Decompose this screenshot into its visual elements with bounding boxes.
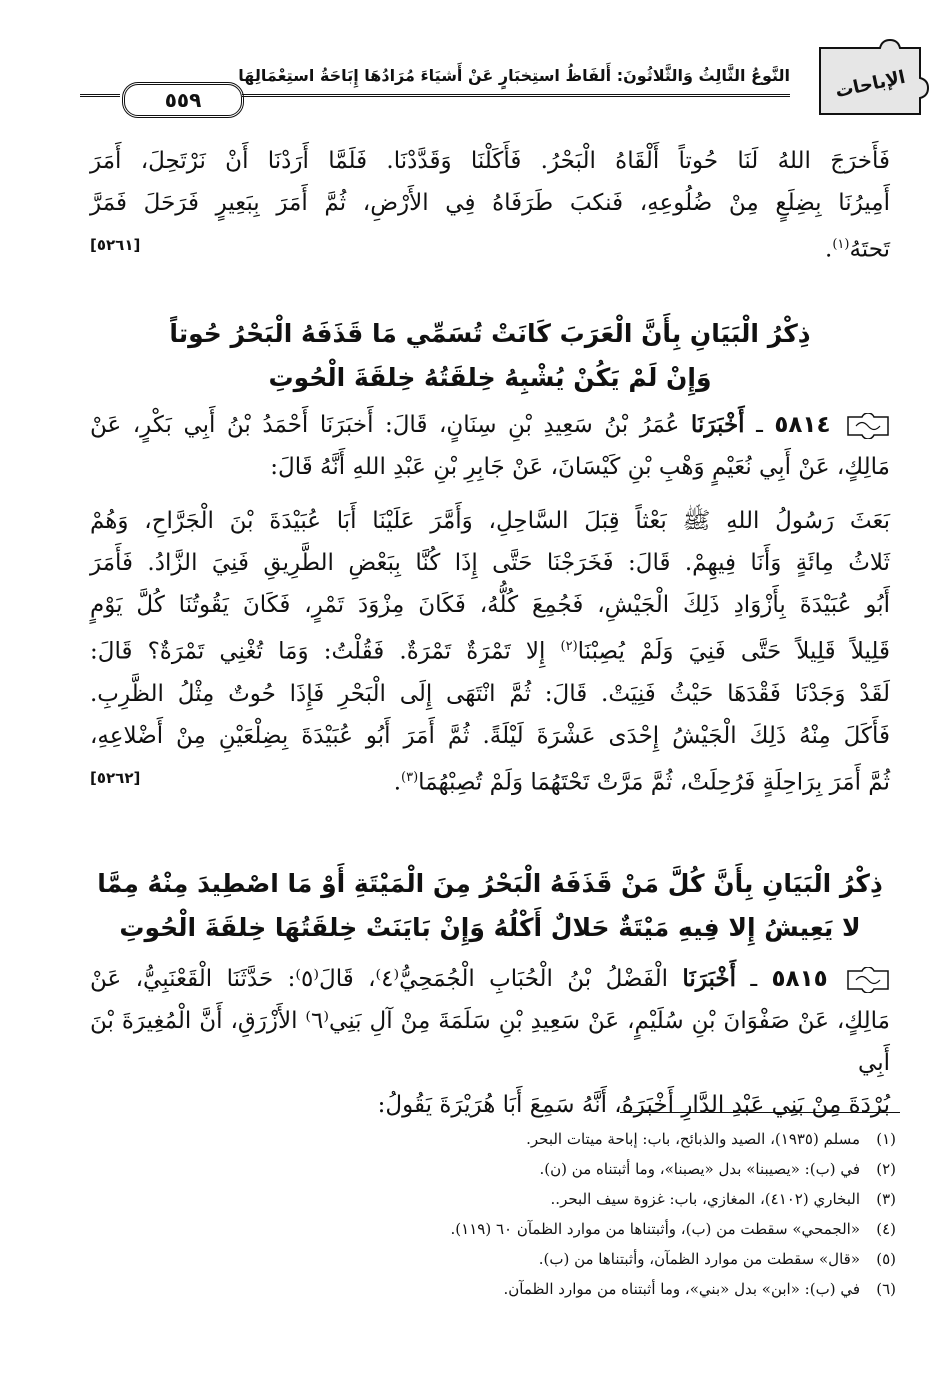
text-segment: عُمَرُ بْنُ سَعِيدِ بْنِ سِنَانٍ، قَالَ: أَخبَرَنَا أَحْمَدُ بْنُ أَبِي بَكْرٍ، عَنْ <box>90 412 680 438</box>
page-number: ٥٥٩ <box>122 82 244 118</box>
text-line: لَقَدْ وَجَدْنَا فَقْدَهَا حَيْثُ فَنِيَتْ. قَالَ: ثُمَّ انْتَهَى إِلَى الْبَحْرِ فَإِذَا حُوتٌ مِثْلُ الظَّرِبِ. <box>90 680 890 707</box>
footnote-number: (٥) <box>876 1250 896 1268</box>
text-line: تَحتَهُ$^{(١)}$. [٥٢٦١] <box>90 224 890 271</box>
puzzle-piece-icon <box>846 967 890 993</box>
chapter-badge-label: الإباحات <box>833 66 908 103</box>
heading-line: وَإِنْ لَمْ يَكُنْ يُشْبِهُ خِلقَتُهُ خِلقَةَ الْحُوتِ <box>268 363 712 392</box>
hadith-opening-word: أَخْبَرَنَا <box>690 411 745 438</box>
hadith-number: ٥٨١٤ <box>774 412 831 438</box>
text-line <box>90 626 890 673</box>
text-line: فَأَخرَجَ اللهُ لَنَا حُوتاً أَلْقَاهُ الْبَحْرُ. فَأَكَلْنَا وَقَدَّدْنَا. فَلَمَّا أَرَدْنَا أَنْ نَرْتَحِلَ، أَمَرَ <box>90 148 890 174</box>
text-line: أَبُو عُبَيْدَةَ بِأَزْوَادِ ذَلِكَ الْجَيْشِ، فَجُمِعَ كُلُّهُ، فَكَانَ مِزْوَدَ تَمْرٍ، فَكَانَ يَقُوتُنَا كُلَّ يَوْمٍ <box>90 592 890 618</box>
section-heading <box>90 312 890 400</box>
footnote-marker: (٣) <box>401 769 419 785</box>
footnote-text: في (ب): «يصيبنا» بدل «يصبنا»، وما أثبتناه من (ن). <box>539 1160 860 1178</box>
footnote-marker: (١) <box>832 237 850 252</box>
text-line: ثُمَّ أَمَرَ بِرَاحِلَةٍ فَرُحِلَتْ، ثُمَّ مَرَّتْ تَحْتَهُمَا وَلَمْ تُصِبْهُمَا$^{(٣)}$. [٥٢٦٢] <box>90 757 890 804</box>
puzzle-piece-icon <box>846 413 890 439</box>
hadith-reference: [٥٢٦٢] <box>90 768 141 787</box>
hadith-5815-isnad <box>90 958 890 1126</box>
hadith-number: ٥٨١٥ <box>771 966 828 992</box>
hadith-5814-matn <box>90 500 890 803</box>
section-heading <box>90 862 890 950</box>
puzzle-badge-icon <box>810 38 930 120</box>
footnote-text: مسلم (١٩٣٥)، الصيد والذبائح، باب: إباحة ميتات البحر. <box>526 1130 860 1148</box>
text-segment: ثُمَّ أَمَرَ بِرَاحِلَةٍ فَرُحِلَتْ، ثُمَّ مَرَّتْ تَحْتَهُمَا وَلَمْ تُصِبْهُمَا <box>418 769 890 796</box>
footnote-text: البخاري (٤١٠٢)، المغازي، باب: غزوة سيف البحر.. <box>550 1190 860 1208</box>
text-line: بَعَثَ رَسُولُ اللهِ ﷺ بَعْثاً قِبَلَ السَّاحِلِ، وَأَمَّرَ عَلَيْنَا أَبَا عُبَيْدَةَ بْنَ الْجَرَّاحِ، وَهُمْ <box>90 508 890 534</box>
footnote-text: «الجمحي» سقطت من (ب)، وأثبتناها من موارد الظمآن ٦٠ (١١٩). <box>450 1220 860 1238</box>
footnote-number: (٢) <box>876 1160 896 1178</box>
footnote-number: (١) <box>876 1130 896 1148</box>
text-line: أَمِيرُنَا بِضِلَعٍ مِنْ ضُلُوعِهِ، فَنكبَ طَرَفَاهُ فِي الأَرْضِ، ثُمَّ أَمَرَ بِبَعِيرٍ فَرَحَلَ فَمَرَّ <box>90 190 890 216</box>
footnote-separator <box>620 1112 900 1113</box>
footnote-number: (٣) <box>876 1190 896 1208</box>
heading-line: ذِكْرُ الْبَيَانِ بِأَنَّ الْعَرَبَ كَانَتْ تُسَمِّي مَا قَذَفَهُ الْبَحْرُ حُوتاً <box>169 319 811 348</box>
text-line: ٥٨١٤ ـ أَخْبَرَنَا عُمَرُ بْنُ سَعِيدِ بْنِ سِنَانٍ، قَالَ: أَخبَرَنَا أَحْمَدُ بْنُ أَبِي بَكْرٍ، عَنْ <box>90 404 890 446</box>
footnote-text: في (ب): «ابن» بدل «بني»، وما أثبتناه من موارد الظمآن. <box>503 1280 860 1298</box>
text-line: فَأَكَلَ مِنْهُ ذَلِكَ الْجَيْشُ إِحْدَى عَشْرَةَ لَيْلَةً. ثُمَّ أَمَرَ أَبُو عُبَيْدَةَ بِضِلْعَيْنِ مِنْ أَضْلاعِهِ، <box>90 722 890 749</box>
footnote <box>90 1244 896 1274</box>
text-segment: قَلِيلاً قَلِيلاً حَتَّى فَنِيَ وَلَمْ يُصِبْنَا <box>577 638 890 665</box>
footnote <box>90 1214 896 1244</box>
text-line: بُرْدَةَ مِنْ بَنِي عَبْدِ الدَّارِ أَخْبَرَهُ، أَنَّهُ سَمِعَ أَبَا هُرَيْرَةَ يَقُولُ: <box>377 1092 890 1118</box>
footnotes <box>90 1124 896 1304</box>
footnote-number: (٦) <box>876 1280 896 1298</box>
hadith-reference: [٥٢٦١] <box>90 236 141 254</box>
text-segment: إِلا تَمْرَةٌ تَمْرَةٌ. فَقُلْتُ: وَمَا تُغْنِي تَمْرَةٌ؟ قَالَ: <box>90 638 546 665</box>
header-rule-left <box>80 94 120 97</box>
text-line: ثَلاثُ مِائَةٍ وَأَنَا فِيهِمْ. قَالَ: فَخَرَجْنَا حَتَّى إِذَا كُنَّا بِبَعْضِ الطَّرِيقِ فَنِيَ الزَّادُ. فَأَمَرَ <box>90 550 890 576</box>
footnote <box>90 1124 896 1154</box>
page-header <box>80 38 910 120</box>
footnote-number: (٤) <box>876 1220 896 1238</box>
footnote <box>90 1154 896 1184</box>
footnote-text: «قال» سقطت من موارد الظمآن، وأثبتناها من (ب). <box>538 1250 860 1268</box>
footnote <box>90 1184 896 1214</box>
footnote <box>90 1274 896 1304</box>
paragraph-continuation <box>90 140 890 271</box>
text-line: مَالِكٍ، عَنْ صَفْوَانَ بْنِ سُلَيْمٍ، عَنْ سَعِيدِ بْنِ سَلَمَةَ مِنْ آلِ بَنِي⁽٦⁾ الأَزْرَقِ، أَنَّ الْمُغِيرَةَ بْنَ أَبِي <box>90 1008 890 1076</box>
footnote-marker: (٢) <box>560 639 578 654</box>
running-title: النَّوعُ الثَّالِثُ وَالثَّلاثُونَ: أَلفَاظُ استِخبَارٍ عَنْ أَشيَاءَ مُرَادُهَا إِبَاحَةُ استِعْمَالِهَا <box>238 66 790 85</box>
heading-line: ذِكْرُ الْبَيَانِ بِأَنَّ كُلَّ مَنْ قَذَفَهُ الْبَحْرُ مِنَ الْمَيْتَةِ أَوْ مَا اصْطِيدَ مِنْهُ مِمَّا <box>97 869 883 898</box>
text-segment: الْفَضْلُ بْنُ الْحُبَابِ الْجُمَحِيُّ⁽٤⁾، قَالَ⁽٥⁾: حَدَّثَنَا الْقَعْنَبِيُّ، عَنْ <box>90 966 668 992</box>
text-segment: تَحتَهُ <box>849 236 890 263</box>
heading-line: لا يَعِيشُ إِلا فِيهِ مَيْتَةٌ حَلالٌ أَكْلُهُ وَإِنْ بَايَنَتْ خِلقَتُهَا خِلقَةَ الْحُوتِ <box>119 913 861 942</box>
text-line: ٥٨١٥ ـ أَخْبَرَنَا الْفَضْلُ بْنُ الْحُبَابِ الْجُمَحِيُّ⁽٤⁾، قَالَ⁽٥⁾: حَدَّثَنَا الْقَعْنَبِيُّ، عَنْ <box>90 958 890 1000</box>
header-rule-right <box>242 94 790 97</box>
hadith-5814-isnad <box>90 404 890 488</box>
hadith-opening-word: أَخْبَرَنَا <box>682 965 737 992</box>
text-line: مَالِكٍ، عَنْ أَبِي نُعَيْمٍ وَهْبِ بْنِ كَيْسَانَ، عَنْ جَابِرِ بْنِ عَبْدِ اللهِ أَنَّهُ قَالَ: <box>270 454 890 480</box>
